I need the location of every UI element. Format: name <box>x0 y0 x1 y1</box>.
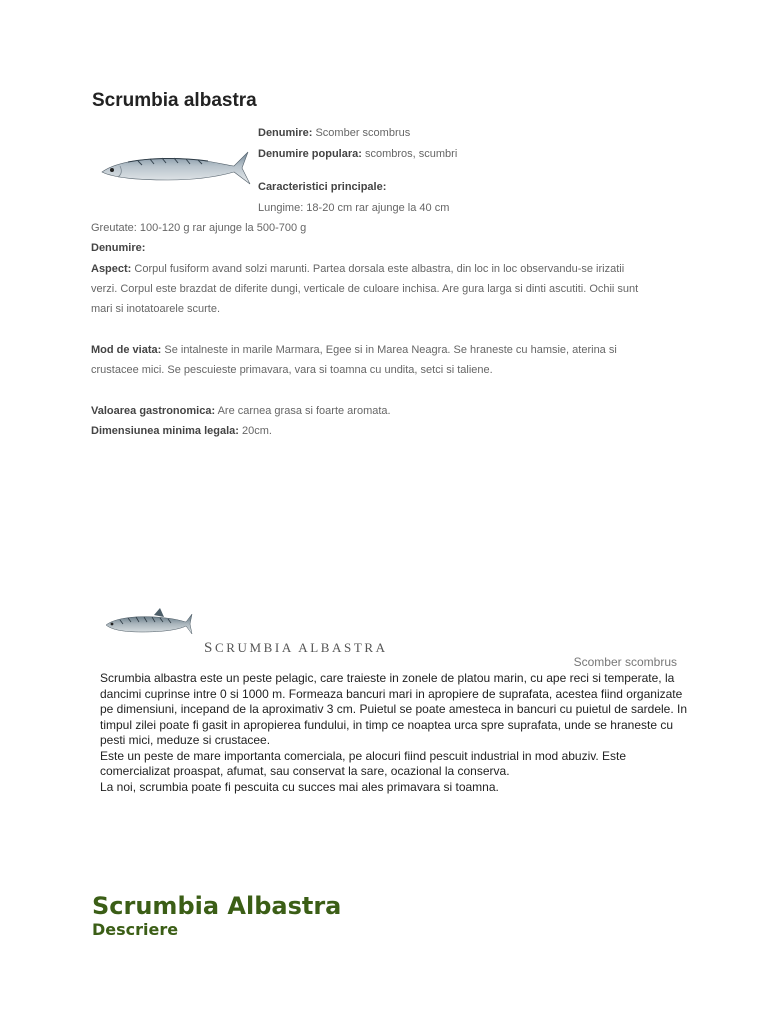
mod-de-viata-label: Mod de viata: <box>91 344 162 356</box>
section-caps-title <box>204 640 388 657</box>
caps-rest: CRUMBIA ALBASTRA <box>214 640 388 655</box>
green-subheading: Descriere <box>92 920 179 939</box>
denumire-value: Scomber scombrus <box>315 127 411 139</box>
aspect-line: mari si inotatoarele scurte. <box>91 303 220 315</box>
mod-de-viata-line: Se intalneste in marile Marmara, Egee si in Marea Neagra. Se hraneste cu hamsie, aterina si <box>164 344 617 356</box>
denumire-populara-label: Denumire populara: <box>258 148 362 160</box>
denumire-populara-value: scombros, scumbri <box>364 148 458 160</box>
valoarea-value: Are carnea grasa si foarte aromata. <box>217 405 391 417</box>
denumire-row <box>258 123 410 143</box>
dimensiunea-label: Dimensiunea minima legala: <box>91 425 239 437</box>
denumire-label-2: Denumire: <box>91 242 146 254</box>
mackerel-illustration <box>102 606 194 640</box>
valoarea-label: Valoarea gastronomica: <box>91 405 216 417</box>
description-body <box>100 671 690 795</box>
lungime-text: Lungime: 18-20 cm rar ajunge la 40 cm <box>258 202 450 214</box>
green-heading: Scrumbia Albastra <box>92 892 342 920</box>
caracteristici-label: Caracteristici principale: <box>258 181 387 193</box>
description-paragraph: Este un peste de mare importanta comerciala, pe alocuri fiind pescuit industrial in mod abuziv. Este comercializat proaspat, afumat, sau conservat la sare, ocazional la conserva. <box>100 748 627 778</box>
description-paragraph: La noi, scrumbia poate fi pescuita cu succes mai ales primavara si toamna. <box>100 779 499 794</box>
aspect-paragraph <box>91 259 681 319</box>
dimensiunea-row <box>91 421 272 441</box>
valoarea-row <box>91 401 391 421</box>
scientific-name: Scomber scombrus <box>573 655 677 669</box>
aspect-label: Aspect: <box>91 263 132 275</box>
dimensiunea-value: 20cm. <box>242 425 272 437</box>
mackerel-image <box>98 140 252 192</box>
mod-de-viata-paragraph <box>91 340 681 380</box>
page-title: Scrumbia albastra <box>92 90 257 111</box>
mod-de-viata-line: crustacee mici. Se pescuieste primavara, vara si toamna cu undita, setci si taliene. <box>91 364 493 376</box>
denumire-populara-row <box>258 144 457 164</box>
aspect-line: Corpul fusiform avand solzi marunti. Partea dorsala este albastra, din loc in loc observandu-se irizatii <box>134 263 625 275</box>
greutate-text: Greutate: 100-120 g rar ajunge la 500-700 g <box>91 222 307 234</box>
aspect-line: verzi. Corpul este brazdat de diferite dungi, verticale de culoare inchisa. Are gura larga si dinti ascutiti. Ochii sunt <box>91 283 639 295</box>
denumire-label: Denumire: <box>258 127 313 139</box>
caps-first-letter: S <box>204 640 215 656</box>
description-paragraph: Scrumbia albastra este un peste pelagic, care traieste in zonele de platou marin, cu ape reci si temperate, la dancimi cuprinse intre 0 si 1000 m. Formeaza bancuri mari in apropiere de suprafata, acestea fiind organizate pe dimensiuni, incepand de la aproximativ 3 cm. Puietul se poate amesteca in bancuri cu puietul de sardele. In timpul zilei poate fi gasit in apropierea fundului, in timp ce noaptea urca spre suprafata, unde se hraneste cu pesti mici, meduze si crustacee. <box>100 671 688 747</box>
